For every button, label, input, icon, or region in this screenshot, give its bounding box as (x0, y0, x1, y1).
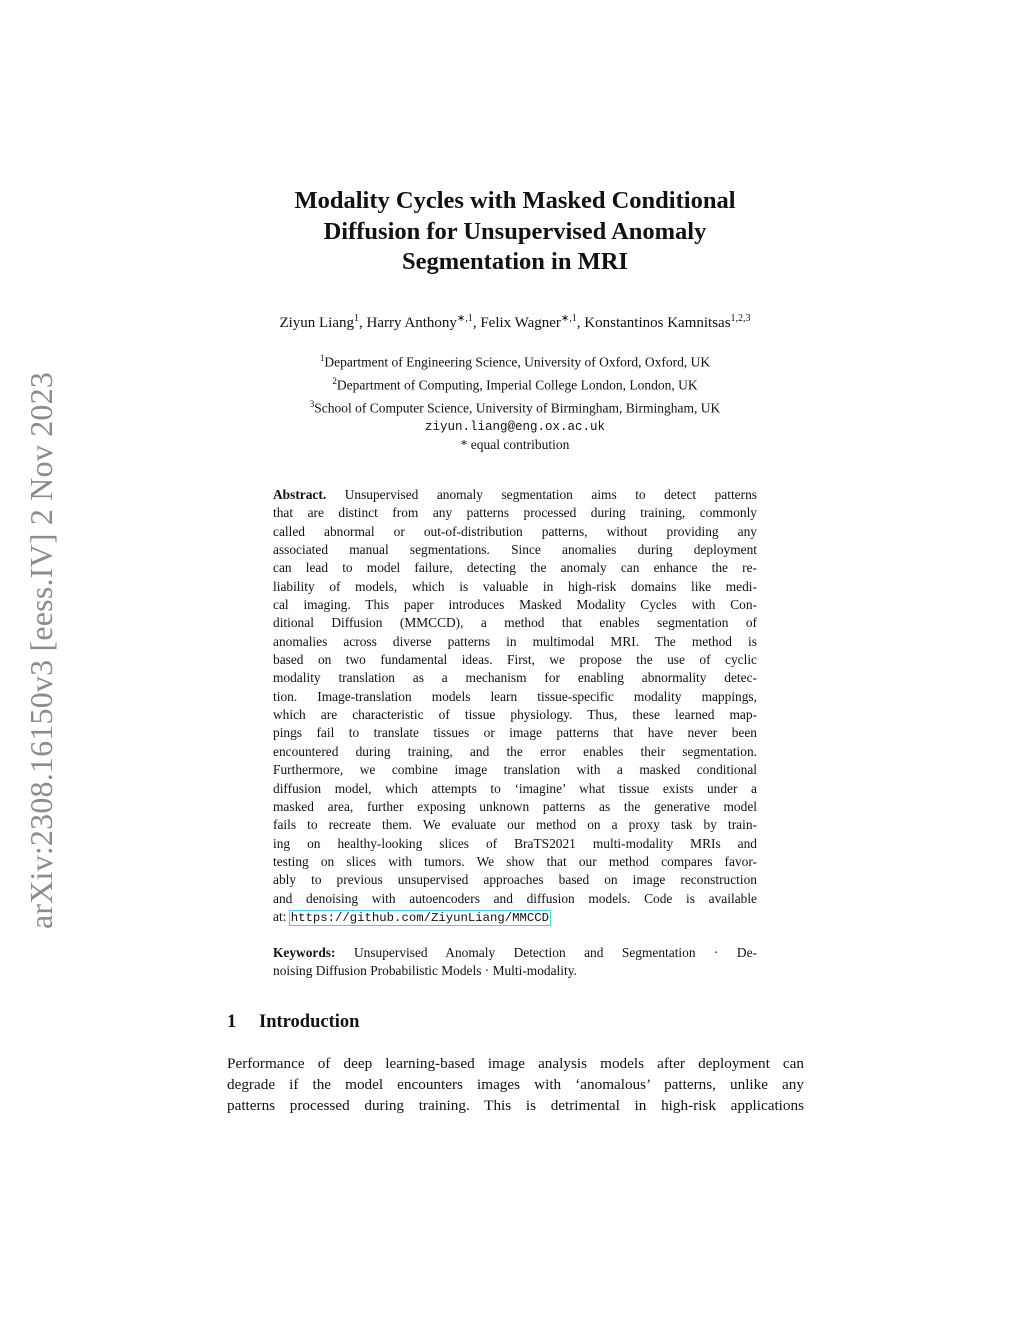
body-text-line: degrade if the model encounters images with ‘anomalous’ patterns, unlike any (227, 1075, 804, 1093)
affiliation-line (200, 372, 830, 395)
section-number: 1 (227, 1012, 237, 1032)
abstract-line: pings fail to translate tissues or image patterns that have never been (273, 725, 757, 741)
body-text-line: patterns processed during training. This is detrimental in high-risk applications (227, 1096, 804, 1114)
abstract-line: that are distinct from any patterns processed during training, commonly (273, 505, 757, 521)
arxiv-identifier-text: arXiv:2308.16150v3 [eess.IV] 2 Nov 2023 (23, 371, 60, 929)
abstract-code-prefix: at: (273, 908, 287, 924)
abstract-line: ing on healthy-looking slices of BraTS2021 multi-modality MRIs and (273, 835, 757, 851)
body-text-line: Performance of deep learning-based image analysis models after deployment can (227, 1055, 804, 1072)
author-name: Harry Anthony (366, 315, 457, 331)
affiliation-mark: 2 (332, 375, 337, 386)
abstract-line (273, 908, 757, 926)
abstract-line: encountered during training, and the error enables their segmentation. (273, 743, 757, 759)
title-line: Modality Cycles with Masked Conditional (294, 187, 736, 214)
section-heading-introduction (227, 1012, 359, 1033)
abstract-line: ditional Diffusion (MMCCD), a method that enables segmentation of (273, 615, 757, 631)
abstract-line (273, 486, 757, 504)
author-name: Felix Wagner (480, 315, 561, 331)
author-affiliation-mark: ∗,1 (560, 313, 577, 324)
abstract-line: modality translation as a mechanism for enabling abnormality detec- (273, 670, 757, 686)
abstract-line: liability of models, which is valuable in high-risk domains like medi- (273, 578, 757, 594)
author-affiliation-mark: 1,2,3 (730, 313, 751, 324)
affiliation-text: Department of Engineering Science, University of Oxford, Oxford, UK (324, 354, 711, 370)
section-title: Introduction (259, 1012, 360, 1032)
abstract-line: anomalies across diverse patterns in multimodal MRI. The method is (273, 633, 757, 649)
author-affiliation-mark: 1 (354, 313, 360, 324)
affiliation-mark: 1 (319, 353, 325, 363)
author-name: Ziyun Liang (279, 315, 355, 331)
abstract-line: tion. Image-translation models learn tissue-specific modality mappings, (273, 688, 757, 704)
abstract-line: Furthermore, we combine image translation with a masked conditional (273, 762, 757, 778)
contact-email[interactable]: ziyun.liang@eng.ox.ac.uk (424, 419, 606, 434)
author-list: Ziyun Liang$^1$, Harry Anthony$^{∗,1}$, Felix Wagner$^{∗,1}$, Konstantinos Kamnitsas$^{1,2,3}$ (279, 313, 751, 331)
abstract-line: based on two fundamental ideas. First, we propose the use of cyclic (273, 652, 757, 668)
keywords-line (273, 944, 757, 962)
abstract-line-text: Unsupervised anomaly segmentation aims to detect patterns (344, 487, 757, 502)
affiliation-mark: 3 (309, 398, 315, 409)
keywords-label: Keywords: (273, 945, 336, 960)
title-line: Diffusion for Unsupervised Anomaly (323, 217, 707, 245)
abstract-label: Abstract. (273, 487, 327, 502)
equal-contribution-note: * equal contribution (460, 437, 570, 453)
abstract-line: cal imaging. This paper introduces Masked Modality Cycles with Con- (273, 597, 757, 613)
affiliations (200, 349, 830, 455)
keywords-line: noising Diffusion Probabilistic Models · Multi-modality. (273, 963, 577, 979)
abstract-line: testing on slices with tumors. We show that our method compares favor- (273, 853, 757, 869)
abstract-line: ably to previous unsupervised approaches based on image reconstruction (273, 872, 757, 888)
code-repository-link[interactable]: https://github.com/ZiyunLiang/MMCCD (290, 910, 550, 925)
title-line: Segmentation in MRI (402, 248, 628, 275)
keywords (273, 944, 757, 981)
author-name: Konstantinos Kamnitsas (584, 315, 731, 331)
abstract-line: called abnormal or out-of-distribution patterns, without providing any (273, 523, 757, 539)
abstract-line: fails to recreate them. We evaluate our method on a proxy task by train- (273, 817, 757, 833)
affiliation-text: School of Computer Science, University of Birmingham, Birmingham, UK (314, 400, 721, 416)
abstract-line: and denoising with autoencoders and diffusion models. Code is available (273, 890, 757, 906)
author-affiliation-mark: ∗,1 (456, 313, 473, 324)
abstract-line: diffusion model, which attempts to ‘imagine’ what tissue exists under a (273, 780, 757, 796)
affiliation-line (200, 395, 830, 418)
introduction-paragraph (227, 1054, 804, 1116)
abstract-line: which are characteristic of tissue physiology. Thus, these learned map- (273, 707, 757, 723)
abstract (273, 486, 757, 926)
paper-title (200, 186, 830, 278)
keywords-text: Unsupervised Anomaly Detection and Segmentation · De- (353, 945, 757, 960)
affiliation-line (200, 349, 830, 372)
arxiv-identifier-stamp (20, 355, 64, 945)
abstract-line: associated manual segmentations. Since anomalies during deployment (273, 542, 757, 558)
abstract-line: can lead to model failure, detecting the anomaly can enhance the re- (273, 560, 757, 576)
abstract-line: masked area, further exposing unknown patterns as the generative model (273, 798, 757, 814)
affiliation-text: Department of Computing, Imperial College London, London, UK (336, 377, 698, 393)
